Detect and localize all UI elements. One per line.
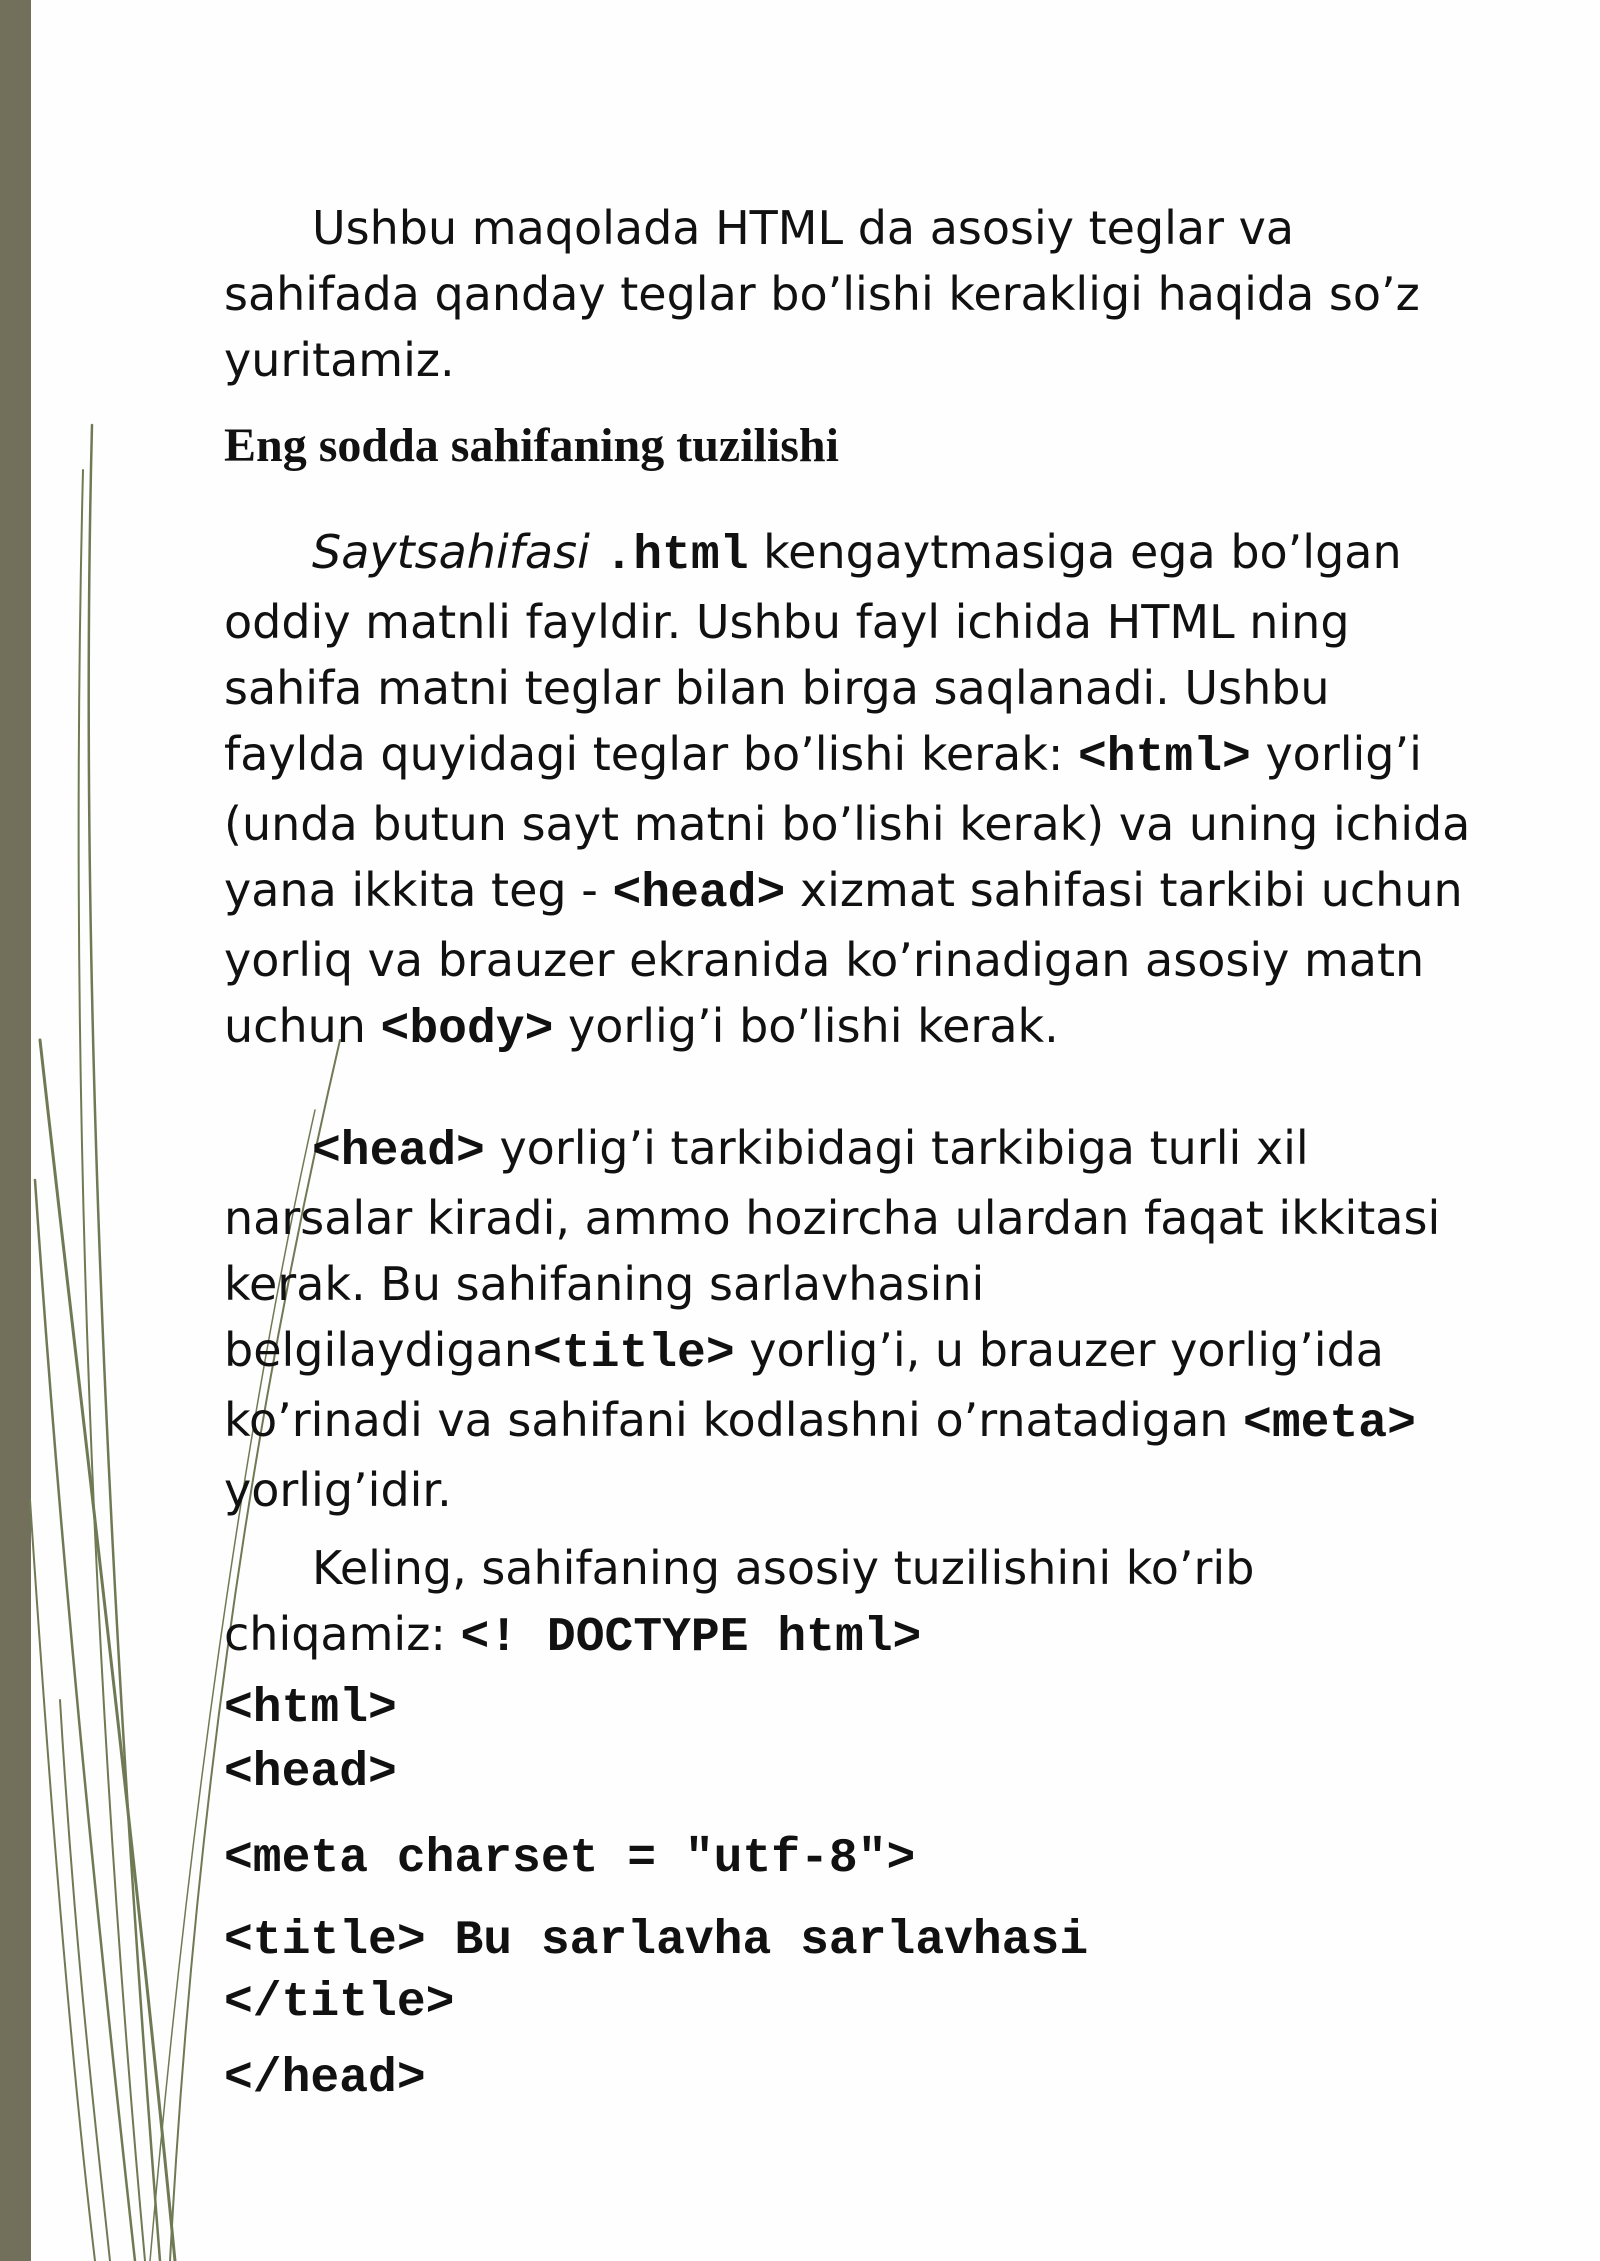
intro-paragraph: Ushbu maqolada HTML da asosiy teglar va sahifada qanday teglar bo’lishi kerakligi haqida so’z yuritamiz.	[224, 201, 1420, 387]
code-line: </title>	[224, 1976, 455, 2030]
paragraph-structure-intro	[224, 1535, 1484, 1671]
code-example	[224, 1677, 1484, 2111]
side-accent-bar	[0, 0, 31, 2261]
tag-head-code: <head>	[312, 1125, 485, 1179]
paragraph-text: Keling, sahifaning asosiy tuzilishini ko’rib chiqamiz:	[224, 1541, 1255, 1661]
extension-code: .html	[604, 529, 749, 583]
tag-title-code: <title>	[532, 1327, 735, 1381]
paragraph-text: xizmat sahifasi tarkibi uchun yorliq va brauzer ekranida ko’rinadigan asosiy matn uchun	[224, 863, 1463, 1053]
section-heading: Eng sodda sahifaning tuzilishi	[224, 419, 839, 472]
tag-meta-code: <meta>	[1243, 1397, 1416, 1451]
paragraph-file-structure	[224, 519, 1484, 1063]
tag-body-code: <body>	[380, 1003, 554, 1057]
paragraph-text: kengaytmasiga ega bo’lgan oddiy matnli fayldir. Ushbu fayl ichida HTML ning sahifa matni teglar bilan birga saqlanadi. Ushbu faylda quyidagi teglar bo’lishi kerak:	[224, 525, 1402, 781]
paragraph-text: yorlig’i, u brauzer yorlig’ida ko’rinadi va sahifani kodlashni o’rnatadigan	[224, 1323, 1384, 1447]
code-line: <html>	[224, 1682, 397, 1736]
italic-term: Saytsahifasi	[312, 525, 590, 579]
tag-head-code: <head>	[612, 867, 786, 921]
document-body	[224, 195, 1484, 2111]
paragraph-text: yorlig’i tarkibidagi tarkibiga turli xil narsalar kiradi, ammo hozircha ulardan faqat ikkitasi kerak. Bu sahifaning sarlavhasini belgilaydigan	[224, 1121, 1441, 1377]
doctype-code: <! DOCTYPE html>	[460, 1611, 922, 1665]
code-line: <meta charset = "utf-8">	[224, 1832, 916, 1886]
paragraph-text: yorlig’i bo’lishi kerak.	[568, 999, 1059, 1053]
tag-html-code: <html>	[1078, 731, 1251, 785]
code-line: <head>	[224, 1746, 397, 1800]
code-line: <title> Bu sarlavha sarlavhasi	[224, 1914, 1089, 1968]
paragraph-head-contents	[224, 1115, 1484, 1523]
paragraph-text: yorlig’idir.	[224, 1463, 452, 1517]
code-line: </head>	[224, 2052, 426, 2106]
paragraph-text: yorlig’i (unda butun sayt matni bo’lishi kerak) va uning ichida yana ikkita teg -	[224, 727, 1471, 917]
